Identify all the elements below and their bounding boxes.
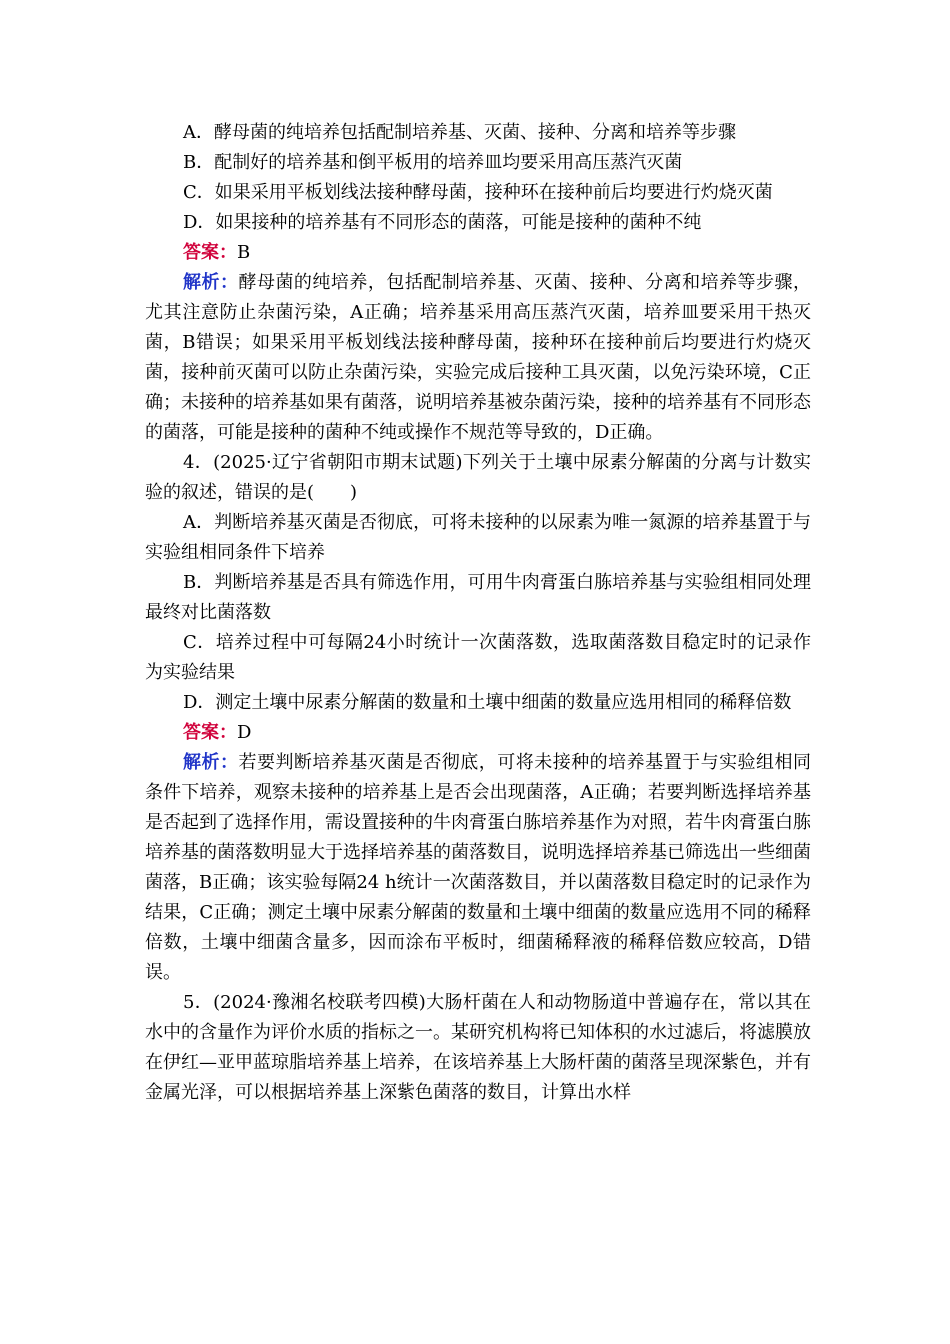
analysis-label: 解析： xyxy=(183,272,239,293)
q4-option-a: A．判断培养基灭菌是否彻底，可将未接种的以尿素为唯一氮源的培养基置于与实验组相同条件下培养 xyxy=(145,512,811,563)
q3-answer xyxy=(145,238,811,268)
analysis-text: 酵母菌的纯培养，包括配制培养基、灭菌、接种、分离和培养等步骤，尤其注意防止杂菌污染，A正确；培养基采用高压蒸汽灭菌，培养皿要采用干热灭菌，B错误；如果采用平板划线法接种酵母菌，接种环在接种前后均要进行灼烧灭菌，接种前灭菌可以防止杂菌污染，实验完成后接种工具灭菌，以免污染环境，C正确；未接种的培养基如果有菌落，说明培养基被杂菌污染，接种的培养基有不同形态的菌落，可能是接种的菌种不纯或操作不规范等导致的，D正确。 xyxy=(145,272,812,443)
answer-value: D xyxy=(237,722,252,743)
q3-option-b: B．配制好的培养基和倒平板用的培养皿均要采用高压蒸汽灭菌 xyxy=(183,152,683,173)
analysis-label: 解析： xyxy=(183,752,239,773)
answer-label: 答案： xyxy=(183,722,237,743)
q4-stem: 4．(2025·辽宁省朝阳市期末试题)下列关于土壤中尿素分解菌的分离与计数实验的叙述，错误的是( ) xyxy=(145,452,811,503)
q3-option-d: D．如果接种的培养基有不同形态的菌落，可能是接种的菌种不纯 xyxy=(183,212,702,233)
q4-answer xyxy=(145,718,811,748)
document-body xyxy=(145,118,811,1108)
answer-value: B xyxy=(237,242,251,263)
q4-option-d: D．测定土壤中尿素分解菌的数量和土壤中细菌的数量应选用相同的稀释倍数 xyxy=(183,692,792,713)
q4-option-c: C．培养过程中可每隔24小时统计一次菌落数，选取菌落数目稳定时的记录作为实验结果 xyxy=(145,632,811,683)
analysis-text: 若要判断培养基灭菌是否彻底，可将未接种的培养基置于与实验组相同条件下培养，观察未接种的培养基上是否会出现菌落，A正确；若要判断选择培养基是否起到了选择作用，需设置接种的牛肉膏蛋白胨培养基作为对照，若牛肉膏蛋白胨培养基的菌落数明显大于选择培养基的菌落数目，说明选择培养基已筛选出一些细菌菌落，B正确；该实验每隔24 h统计一次菌落数目，并以菌落数目稳定时的记录作为结果，C正确；测定土壤中尿素分解菌的数量和土壤中细菌的数量应选用不同的稀释倍数，土壤中细菌含量多，因而涂布平板时，细菌稀释液的稀释倍数应较高，D错误。 xyxy=(145,752,812,983)
q5-stem: 5．(2024·豫湘名校联考四模)大肠杆菌在人和动物肠道中普遍存在，常以其在水中的含量作为评价水质的指标之一。某研究机构将已知体积的水过滤后，将滤膜放在伊红—亚甲蓝琼脂培养基上培养，在该培养基上大肠杆菌的菌落呈现深紫色，并有金属光泽，可以根据培养基上深紫色菌落的数目，计算出水样 xyxy=(145,992,811,1103)
answer-label: 答案： xyxy=(183,242,237,263)
q3-analysis xyxy=(145,268,811,448)
q4-option-b: B．判断培养基是否具有筛选作用，可用牛肉膏蛋白胨培养基与实验组相同处理最终对比菌落数 xyxy=(145,572,811,623)
q3-option-a: A．酵母菌的纯培养包括配制培养基、灭菌、接种、分离和培养等步骤 xyxy=(183,122,736,143)
q4-analysis xyxy=(145,748,811,988)
q3-option-c: C．如果采用平板划线法接种酵母菌，接种环在接种前后均要进行灼烧灭菌 xyxy=(183,182,773,203)
